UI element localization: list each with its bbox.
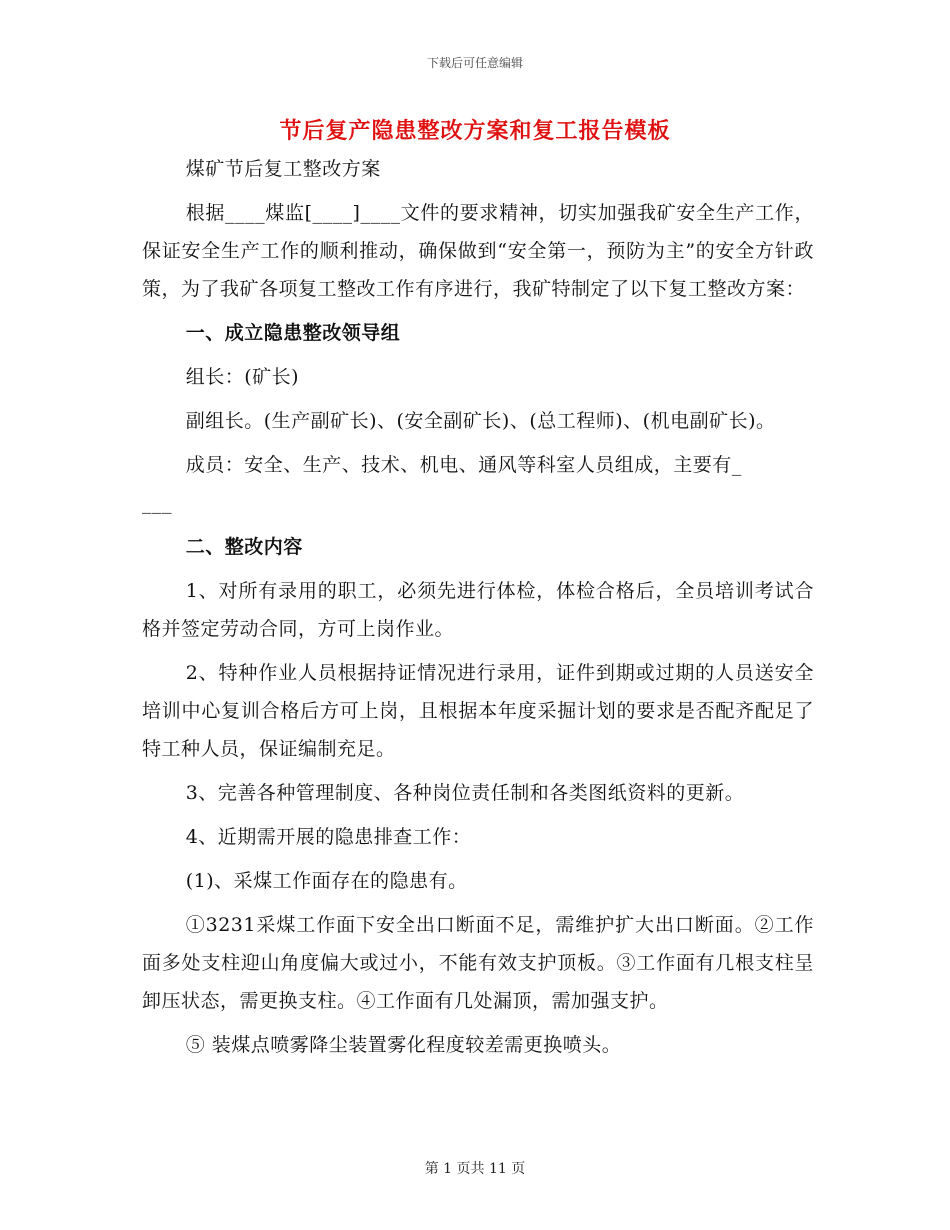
members-paragraph: 成员：安全、生产、技术、机电、通风等科室人员组成，主要有_ [185, 454, 742, 476]
subtitle-paragraph: 煤矿节后复工整改方案 [185, 158, 381, 180]
deputy-leader-paragraph: 副组长。(生产副矿长)、(安全副矿长)、(总工程师)、(机电副矿长)。 [185, 410, 776, 432]
section-heading-2: 二、整改内容 [185, 536, 303, 558]
item-4-paragraph: 4、近期需开展的隐患排查工作： [185, 826, 472, 848]
members-blank-line: ___ [142, 492, 172, 514]
item-1-paragraph: 1、对所有录用的职工，必须先进行体检，体检合格后，全员培训考试合格并签定劳动合同，方可上岗作业。 [142, 580, 814, 640]
subitem-1-paragraph: (1)、采煤工作面存在的隐患有。 [185, 870, 468, 892]
item-2-paragraph: 2、特种作业人员根据持证情况进行录用，证件到期或过期的人员送安全培训中心复训合格后方可上岗，且根据本年度采掘计划的要求是否配齐配足了特工种人员，保证编制充足。 [142, 662, 814, 760]
page-footer: 第 1 页共 11 页 [424, 1161, 526, 1177]
intro-paragraph: 根据____煤监[____]____文件的要求精神，切实加强我矿安全生产工作，保证安全生产工作的顺利推动，确保做到“安全第一，预防为主”的安全方针政策，为了我矿各项复工整改工作有序进行，我矿特制定了以下复工整改方案： [142, 202, 814, 300]
leader-paragraph: 组长：(矿长) [185, 366, 300, 388]
hazard-5-paragraph: ⑤ 装煤点喷雾降尘装置雾化程度较差需更换喷头。 [185, 1034, 622, 1056]
document-title: 节后复产隐患整改方案和复工报告模板 [279, 118, 671, 144]
header-note: 下载后可任意编辑 [426, 56, 523, 70]
item-3-paragraph: 3、完善各种管理制度、各种岗位责任制和各类图纸资料的更新。 [185, 782, 745, 804]
hazard-list-paragraph: ①3231采煤工作面下安全出口断面不足，需维护扩大出口断面。②工作面多处支柱迎山角度偏大或过小，不能有效支护顶板。③工作面有几根支柱呈卸压状态，需更换支柱。④工作面有几处漏顶，需加强支护。 [142, 914, 814, 1012]
document-body [142, 150, 814, 1064]
section-heading-1: 一、成立隐患整改领导组 [185, 322, 401, 344]
